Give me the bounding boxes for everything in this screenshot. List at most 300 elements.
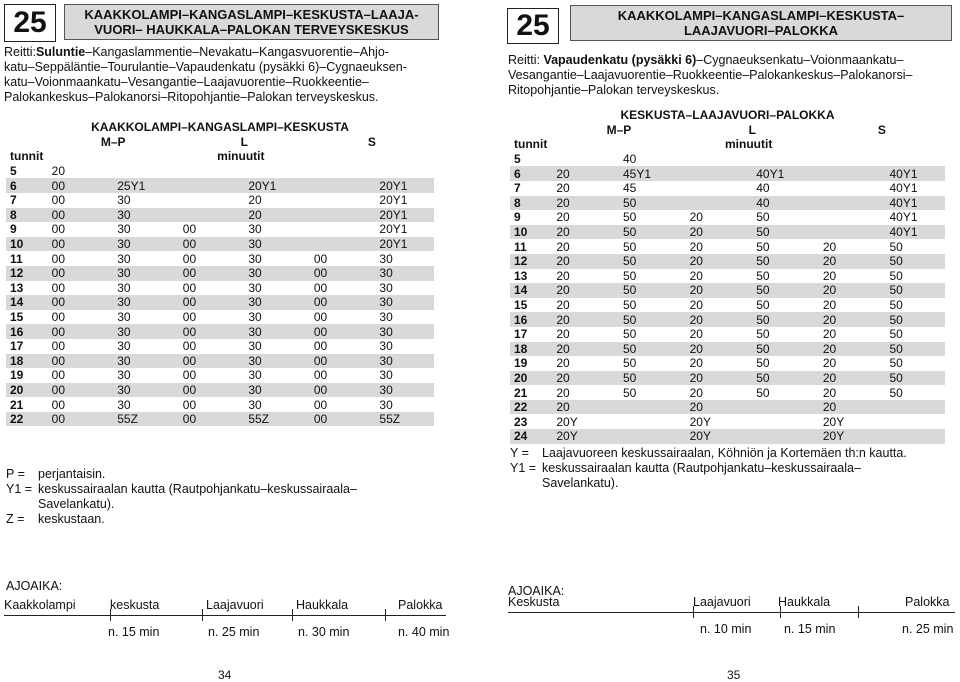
hour-cell: 8 xyxy=(510,196,552,211)
minute-cell: 20 xyxy=(686,312,753,327)
table-row xyxy=(510,298,945,313)
minute-cell: 20 xyxy=(556,181,570,196)
minute-cell: 50 xyxy=(756,298,770,313)
table-row xyxy=(6,295,434,310)
route-text: –Kangaslammentie–Nevakatu–Kangasvuorentie–Ahjo- xyxy=(85,45,389,59)
minute-cell: 30 xyxy=(113,295,179,310)
legend-text: keskustaan. xyxy=(38,512,105,526)
minute-cell: 50 xyxy=(752,371,819,386)
timing-title-right: AJOAIKA: xyxy=(508,584,565,598)
route-line: Ritopohjantie–Palokan terveyskeskus. xyxy=(508,83,720,97)
minute-cell: 20 xyxy=(556,268,570,283)
page-number-right: 35 xyxy=(727,668,741,682)
minute-cell: 30 xyxy=(244,295,310,310)
minute-cell: 40 xyxy=(756,181,770,196)
route-number-right: 25 xyxy=(507,8,559,44)
table-row xyxy=(510,356,945,371)
minute-cell: 00 xyxy=(51,222,66,237)
minute-cell: 50 xyxy=(619,196,686,211)
minute-cell: 20 xyxy=(686,225,753,240)
minute-cell: 20Y1 xyxy=(375,237,434,252)
legend-item xyxy=(510,461,955,491)
minute-cell: 30 xyxy=(379,310,393,325)
timing-duration-label: n. 15 min xyxy=(784,622,836,636)
hour-cell: 11 xyxy=(514,239,527,254)
minute-cell: 00 xyxy=(313,397,328,412)
table-row xyxy=(510,414,945,429)
minute-cell: 25Y1 xyxy=(113,178,179,193)
minute-cell: 50 xyxy=(885,254,945,269)
minute-cell xyxy=(752,429,819,444)
day-column-header: M–P xyxy=(606,122,632,137)
route-label: Reitti: xyxy=(4,45,36,59)
minute-cell: 00 xyxy=(48,354,114,369)
minute-cell: 20 xyxy=(822,268,837,283)
hour-cell: 21 xyxy=(10,397,24,412)
hour-cell: 10 xyxy=(6,237,48,252)
day-column-header: M–P xyxy=(100,134,126,149)
table-row xyxy=(6,354,434,369)
minute-cell: 20 xyxy=(552,254,619,269)
minute-cell: 00 xyxy=(182,339,197,354)
minute-cell xyxy=(552,152,619,167)
table-row xyxy=(6,397,434,412)
legend-text: Savelankatu). xyxy=(38,497,115,511)
minute-cell: 20 xyxy=(819,312,886,327)
timing-stop-label: keskusta xyxy=(110,598,160,612)
minute-cell: 00 xyxy=(182,368,197,383)
table-row xyxy=(6,164,434,179)
minute-cell: 20 xyxy=(556,356,570,371)
timing-tick xyxy=(202,609,203,621)
minute-cell: 20Y1 xyxy=(379,222,408,237)
minute-cell: 50 xyxy=(622,298,637,313)
minute-cell: 20 xyxy=(686,283,753,298)
minute-cell: 20 xyxy=(552,196,619,211)
minute-cell: 00 xyxy=(48,208,114,223)
minute-cell: 20 xyxy=(819,400,886,415)
route-first-street: Suluntie xyxy=(35,45,86,59)
minute-cell: 00 xyxy=(313,251,328,266)
table-row xyxy=(510,269,945,284)
hour-cell: 24 xyxy=(510,429,552,444)
minute-cell: 30 xyxy=(248,397,262,412)
table-title: KESKUSTA–LAAJAVUORI–PALOKKA xyxy=(620,108,835,123)
route-description-right xyxy=(508,53,953,98)
legend-item xyxy=(6,467,426,482)
hour-cell: 23 xyxy=(514,414,528,429)
minute-cell: 30 xyxy=(375,324,434,339)
minute-cell: 20Y xyxy=(689,414,711,429)
minute-cell: 45Y1 xyxy=(619,166,686,181)
minute-cell: 00 xyxy=(48,412,114,427)
minute-cell: 20 xyxy=(248,193,262,208)
hour-cell: 16 xyxy=(510,312,552,327)
minute-cell: 30 xyxy=(117,368,131,383)
timing-tick xyxy=(385,609,386,621)
minute-cell: 00 xyxy=(51,339,66,354)
hour-cell: 10 xyxy=(510,225,552,240)
minute-cell: 30 xyxy=(244,324,310,339)
minute-cell: 30 xyxy=(117,310,131,325)
route-text: –Cygnaeuksenkatu–Voionmaankatu– xyxy=(696,53,904,67)
minute-cell: 30 xyxy=(375,295,434,310)
minute-cell: 50 xyxy=(756,385,770,400)
minute-cell: 20 xyxy=(552,283,619,298)
table-row xyxy=(510,371,945,386)
timing-stop-label: Palokka xyxy=(905,595,950,609)
timing-stop-label: Palokka xyxy=(398,598,443,612)
minute-cell: 30 xyxy=(375,266,434,281)
minute-cell: 00 xyxy=(51,397,66,412)
table-row xyxy=(6,339,434,354)
timing-line xyxy=(4,615,446,616)
minute-cell xyxy=(752,152,819,167)
minute-cell: 50 xyxy=(752,283,819,298)
minute-cell: 30 xyxy=(117,397,131,412)
minute-cell xyxy=(619,400,686,415)
minute-cell xyxy=(619,429,686,444)
minute-cell: 30 xyxy=(248,310,262,325)
route-label: Reitti: xyxy=(508,53,540,67)
minute-cell: 00 xyxy=(179,237,245,252)
timing-stop-label: Kaakkolampi xyxy=(4,598,76,612)
minute-cell: 20 xyxy=(822,385,837,400)
table-row xyxy=(510,166,945,181)
table-row xyxy=(6,237,434,252)
minute-cell xyxy=(113,164,179,179)
timing-duration-label: n. 15 min xyxy=(108,625,160,639)
minute-cell: 30 xyxy=(379,251,393,266)
minute-cell: 20 xyxy=(686,342,753,357)
hour-cell: 6 xyxy=(510,166,552,181)
minute-cell: 20Y xyxy=(552,429,619,444)
hour-cell: 15 xyxy=(514,298,528,313)
minute-cell: 20Y xyxy=(686,429,753,444)
minute-cell: 50 xyxy=(619,254,686,269)
minute-cell: 00 xyxy=(182,280,197,295)
table-row xyxy=(510,152,945,167)
table-row xyxy=(510,196,945,211)
minute-cell: 40Y1 xyxy=(885,166,945,181)
table-row xyxy=(510,254,945,269)
minute-cell: 50 xyxy=(619,225,686,240)
route-title-left xyxy=(64,4,439,40)
minute-cell: 00 xyxy=(313,339,328,354)
minute-cell: 50 xyxy=(885,312,945,327)
minute-cell: 00 xyxy=(51,280,66,295)
minute-cell: 00 xyxy=(310,412,376,427)
minute-cell: 20Y1 xyxy=(375,208,434,223)
hour-cell: 6 xyxy=(6,178,48,193)
minute-cell: 30 xyxy=(379,280,393,295)
hour-cell: 19 xyxy=(10,368,24,383)
minute-cell: 00 xyxy=(182,397,197,412)
hour-cell: 20 xyxy=(510,371,552,386)
minute-cell: 50 xyxy=(622,268,637,283)
minute-cell xyxy=(819,181,886,196)
minute-cell: 30 xyxy=(113,237,179,252)
minute-cell: 20Y1 xyxy=(379,193,408,208)
minute-cell: 00 xyxy=(48,295,114,310)
timing-tick xyxy=(858,606,859,618)
minute-cell: 00 xyxy=(48,324,114,339)
minute-cell xyxy=(310,208,376,223)
route-line: Vesangantie–Laajavuorentie–Ruokkeentie–Palokankeskus–Palokanorsi– xyxy=(508,68,913,82)
minute-cell: 50 xyxy=(619,312,686,327)
hours-header: tunnit xyxy=(10,149,44,164)
hour-cell: 11 xyxy=(10,251,23,266)
minute-cell xyxy=(244,164,310,179)
route-title-left-line1: KAAKKOLAMPI–KANGASLAMPI–KESKUSTA–LAAJA- xyxy=(84,7,419,22)
minute-cell: 20 xyxy=(689,356,703,371)
table-row xyxy=(510,225,945,240)
legend-item xyxy=(6,512,426,527)
minute-cell xyxy=(310,237,376,252)
minute-cell: 30 xyxy=(248,251,262,266)
minute-cell xyxy=(819,210,886,225)
minute-cell: 50 xyxy=(622,239,637,254)
minute-cell: 20 xyxy=(556,210,570,225)
minute-cell: 20 xyxy=(689,268,703,283)
legend-text: Savelankatu). xyxy=(542,476,619,490)
table-row xyxy=(510,210,945,225)
minute-cell: 20Y xyxy=(819,429,886,444)
legend-key: Z = xyxy=(6,512,25,526)
hour-cell: 12 xyxy=(510,254,552,269)
table-row xyxy=(6,251,434,266)
hour-cell: 9 xyxy=(10,222,17,237)
minute-cell: 50 xyxy=(756,239,770,254)
table-row xyxy=(510,429,945,444)
minute-cell: 20 xyxy=(822,356,837,371)
hour-cell: 7 xyxy=(10,193,17,208)
legend-text: Laajavuoreen keskussairaalan, Köhniön ja Kortemäen th:n kautta. xyxy=(542,446,907,460)
legend-key: Y1 = xyxy=(6,482,33,496)
legend-item xyxy=(510,446,955,461)
minute-cell: 20 xyxy=(819,283,886,298)
legend-text: perjantaisin. xyxy=(38,467,106,481)
hour-cell: 21 xyxy=(514,385,528,400)
legend-key: Y1 = xyxy=(510,461,537,475)
minute-cell: 50 xyxy=(889,356,903,371)
legend-item xyxy=(6,482,426,512)
minute-cell: 20 xyxy=(51,164,66,179)
table-row xyxy=(510,385,945,400)
minute-cell: 20 xyxy=(689,298,703,313)
route-number-left: 25 xyxy=(4,4,56,42)
minute-cell: 30 xyxy=(113,354,179,369)
route-line: Palokankeskus–Palokanorsi–Ritopohjantie–Palokan terveyskeskus. xyxy=(4,90,379,104)
table-row xyxy=(6,310,434,325)
minute-cell: 20 xyxy=(686,400,753,415)
minute-cell: 00 xyxy=(51,310,66,325)
hour-cell: 22 xyxy=(6,412,48,427)
minute-cell: 50 xyxy=(885,283,945,298)
minute-cell: 00 xyxy=(179,412,245,427)
minute-cell: 20Y xyxy=(556,414,578,429)
minute-cell: 30 xyxy=(113,324,179,339)
minute-cell: 50 xyxy=(752,312,819,327)
hours-header: tunnit xyxy=(514,137,548,152)
minute-cell: 30 xyxy=(117,222,131,237)
hour-cell: 20 xyxy=(6,383,48,398)
minute-cell: 20 xyxy=(819,342,886,357)
minute-cell: 20 xyxy=(552,342,619,357)
minute-cell: 30 xyxy=(379,368,393,383)
timing-title-left: AJOAIKA: xyxy=(6,579,63,593)
minute-cell: 20 xyxy=(556,239,570,254)
hour-cell: 13 xyxy=(10,280,24,295)
route-title-right xyxy=(570,5,952,41)
minute-cell: 00 xyxy=(179,266,245,281)
timing-tick xyxy=(292,609,293,621)
table-title: KAAKKOLAMPI–KANGASLAMPI–KESKUSTA xyxy=(91,120,349,135)
minute-cell: 40 xyxy=(622,152,637,167)
route-line: katu–Voionmaankatu–Vesangantie–Laajavuorentie–Ruokkeentie– xyxy=(4,75,369,89)
minute-cell: 40Y1 xyxy=(889,210,918,225)
minute-cell xyxy=(310,164,376,179)
minute-cell xyxy=(752,414,819,429)
minute-cell: 50 xyxy=(752,254,819,269)
minute-cell: 20 xyxy=(244,208,310,223)
minute-cell: 30 xyxy=(113,383,179,398)
minute-cell: 30 xyxy=(248,280,262,295)
minute-cell: 20 xyxy=(552,225,619,240)
minute-cell: 30 xyxy=(117,280,131,295)
timing-line xyxy=(508,612,955,613)
minute-cell: 00 xyxy=(179,383,245,398)
minute-cell xyxy=(310,178,376,193)
hour-cell: 17 xyxy=(10,339,24,354)
minute-cell: 20 xyxy=(686,254,753,269)
timetable-left xyxy=(6,120,434,426)
timing-duration-label: n. 25 min xyxy=(208,625,260,639)
minute-cell: 30 xyxy=(375,354,434,369)
timetable-right xyxy=(510,108,945,444)
table-row xyxy=(6,222,434,237)
table-row xyxy=(6,324,434,339)
minute-cell xyxy=(686,152,753,167)
minute-cell: 40 xyxy=(752,196,819,211)
day-column-header: L xyxy=(748,122,756,137)
minute-cell: 00 xyxy=(310,266,376,281)
minute-cell: 00 xyxy=(48,178,114,193)
minute-cell xyxy=(179,178,245,193)
timing-stop-label: Laajavuori xyxy=(693,595,751,609)
table-row xyxy=(6,266,434,281)
minute-cell: 30 xyxy=(379,397,393,412)
table-row xyxy=(6,383,434,398)
minute-cell: 20 xyxy=(556,327,570,342)
minute-cell: 50 xyxy=(889,268,903,283)
minute-cell: 20 xyxy=(552,371,619,386)
minute-cell: 30 xyxy=(248,222,262,237)
minute-cell: 00 xyxy=(48,383,114,398)
minute-cell: 00 xyxy=(48,266,114,281)
minute-cell: 20 xyxy=(689,385,703,400)
minute-cell: 00 xyxy=(51,251,66,266)
route-first-street: Vapaudenkatu (pysäkki 6) xyxy=(543,53,697,67)
minute-cell: 50 xyxy=(889,298,903,313)
minute-cell: 50 xyxy=(619,371,686,386)
minute-cell: 50 xyxy=(889,239,903,254)
minute-cell: 30 xyxy=(244,266,310,281)
route-description-left xyxy=(4,45,449,105)
hour-cell: 17 xyxy=(514,327,528,342)
minute-cell: 20Y1 xyxy=(375,178,434,193)
table-row xyxy=(510,239,945,254)
minute-cell: 00 xyxy=(310,324,376,339)
legend-key: Y = xyxy=(510,446,529,460)
minute-cell: 30 xyxy=(117,339,131,354)
minute-cell xyxy=(310,222,376,237)
minute-cell: 30 xyxy=(248,368,262,383)
minute-cell xyxy=(179,164,245,179)
minute-cell: 20 xyxy=(689,239,703,254)
route-title-right-line1: KAAKKOLAMPI–KANGASLAMPI–KESKUSTA– xyxy=(617,8,905,23)
day-column-header: S xyxy=(367,134,376,149)
minute-cell: 20Y xyxy=(822,414,845,429)
minute-cell: 20 xyxy=(686,371,753,386)
minute-cell: 40Y1 xyxy=(885,196,945,211)
minute-cell: 00 xyxy=(313,280,328,295)
hour-cell: 5 xyxy=(10,164,17,179)
route-line xyxy=(4,45,449,60)
legend-text: keskussairaalan kautta (Rautpohjankatu–keskussairaala– xyxy=(38,482,357,496)
table-row xyxy=(6,368,434,383)
minute-cell: 00 xyxy=(313,368,328,383)
minute-cell: 30 xyxy=(244,237,310,252)
minute-cell: 00 xyxy=(310,383,376,398)
hour-cell: 5 xyxy=(514,152,521,167)
table-row xyxy=(6,281,434,296)
page-number-left: 34 xyxy=(218,668,232,682)
minute-cell: 20 xyxy=(822,239,837,254)
hour-cell: 14 xyxy=(510,283,552,298)
minute-cell: 50 xyxy=(756,356,770,371)
minute-cell: 30 xyxy=(117,251,131,266)
minutes-header: minuutit xyxy=(217,149,265,164)
minute-cell: 00 xyxy=(313,310,328,325)
minute-cell: 50 xyxy=(885,342,945,357)
hour-cell: 12 xyxy=(6,266,48,281)
minute-cell: 30 xyxy=(113,208,179,223)
minute-cell xyxy=(375,164,434,179)
minute-cell: 00 xyxy=(182,310,197,325)
table-row xyxy=(6,412,434,427)
minute-cell xyxy=(752,400,819,415)
route-line: katu–Seppäläntie–Tourulantie–Vapaudenkatu (pysäkki 6)–Cygnaeuksen- xyxy=(4,60,407,74)
timing-duration-label: n. 10 min xyxy=(700,622,752,636)
minute-cell: 00 xyxy=(310,295,376,310)
minute-cell: 20 xyxy=(819,371,886,386)
minute-cell: 40Y1 xyxy=(889,181,918,196)
minute-cell: 50 xyxy=(752,225,819,240)
minute-cell xyxy=(819,152,886,167)
minute-cell xyxy=(885,414,945,429)
hour-cell: 9 xyxy=(514,210,521,225)
minute-cell: 00 xyxy=(48,237,114,252)
hour-cell: 18 xyxy=(510,342,552,357)
minute-cell: 55Z xyxy=(375,412,434,427)
table-row xyxy=(6,193,434,208)
hour-cell: 7 xyxy=(514,181,521,196)
minute-cell xyxy=(310,193,376,208)
minute-cell: 30 xyxy=(248,339,262,354)
minute-cell: 55Z xyxy=(244,412,310,427)
minute-cell: 30 xyxy=(375,383,434,398)
